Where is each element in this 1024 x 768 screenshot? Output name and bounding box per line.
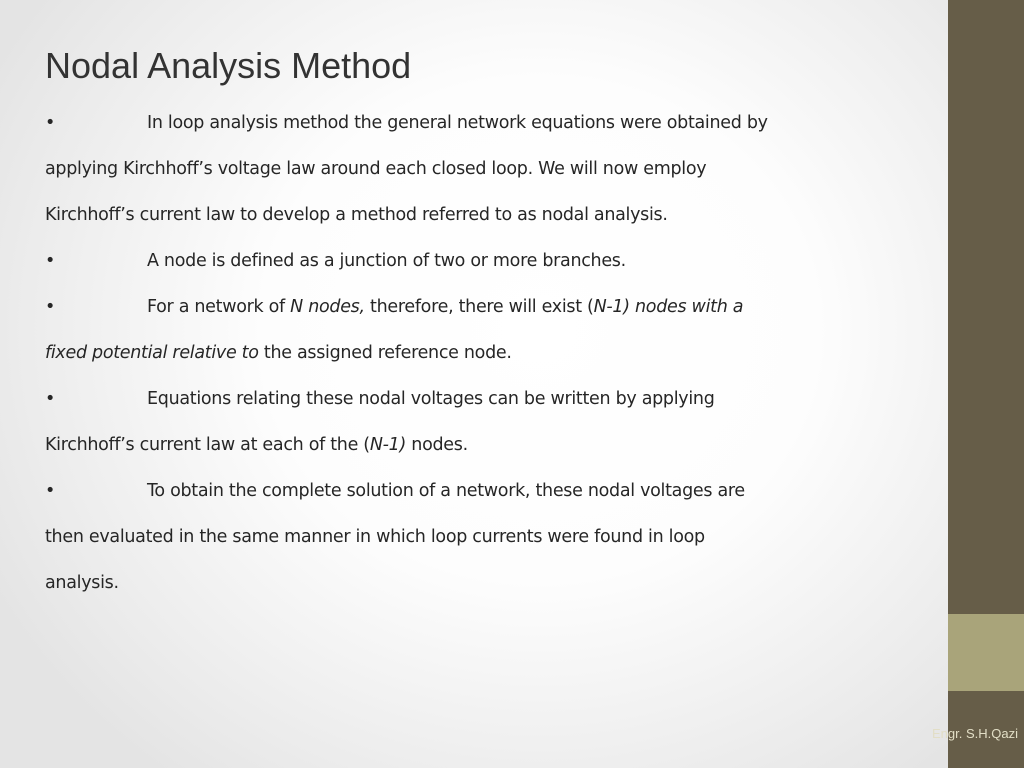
bullet-item-4-line-1: • Equations relating these nodal voltages can be written by applying	[45, 376, 940, 422]
bullet-item-3-line-1: • For a network of N nodes, therefore, there will exist (N-1) nodes with a	[45, 284, 940, 330]
bullet-item-1-line-2: applying Kirchhoff’s voltage law around each closed loop. We will now employ	[45, 159, 707, 179]
footer-author: Engr. S.H.Qazi	[932, 726, 1018, 741]
bullet-marker: •	[45, 251, 56, 271]
bullet-marker: •	[45, 297, 56, 317]
bullet-item-1-line-3: Kirchhoff’s current law to develop a method referred to as nodal analysis.	[45, 205, 668, 225]
bullet-item-2-line-1: • A node is defined as a junction of two or more branches.	[45, 238, 940, 284]
bullet-marker: •	[45, 389, 56, 409]
sidebar-accent-light	[948, 614, 1024, 691]
bullet-item-5-line-2: then evaluated in the same manner in which loop currents were found in loop	[45, 527, 705, 547]
bullet-item-4-line-2: Kirchhoff’s current law at each of the (N-1) nodes.	[45, 435, 468, 455]
sidebar-accent-dark	[948, 0, 1024, 614]
bullet-item-5-line-1: • To obtain the complete solution of a network, these nodal voltages are	[45, 468, 940, 514]
slide-body	[45, 100, 940, 606]
bullet-item-3-line-2: fixed potential relative to the assigned reference node.	[45, 343, 512, 363]
bullet-item-5-line-3: analysis.	[45, 573, 119, 593]
bullet-marker: •	[45, 481, 56, 501]
slide-title: Nodal Analysis Method	[45, 45, 412, 86]
bullet-marker: •	[45, 113, 56, 133]
bullet-item-1-line-1: • In loop analysis method the general network equations were obtained by	[45, 100, 940, 146]
